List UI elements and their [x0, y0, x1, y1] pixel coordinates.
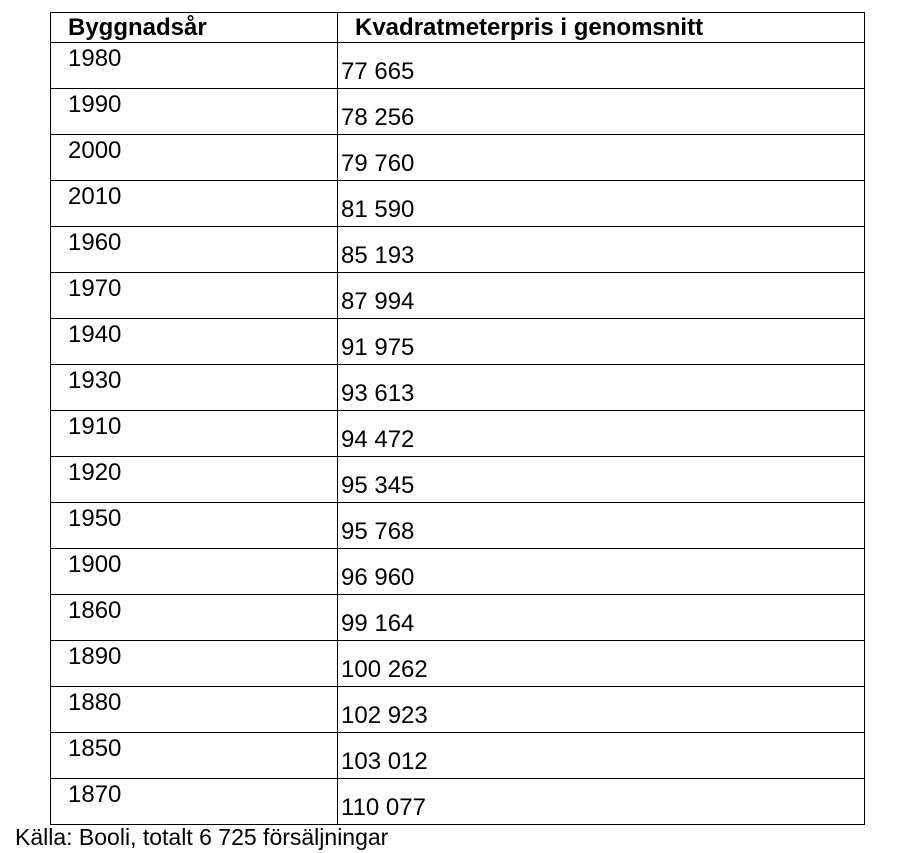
avg-price-per-sqm: 79 760	[341, 150, 415, 177]
table-body	[51, 43, 865, 825]
price-cell	[338, 135, 865, 181]
building-year: 1970	[68, 275, 122, 302]
table-row	[51, 319, 865, 365]
price-cell	[338, 687, 865, 733]
avg-price-per-sqm: 100 262	[341, 656, 428, 683]
table-row	[51, 43, 865, 89]
building-year: 2010	[68, 183, 122, 210]
building-year: 1880	[68, 689, 122, 716]
avg-price-per-sqm: 94 472	[341, 426, 415, 453]
year-cell	[51, 135, 338, 181]
building-year: 1850	[68, 735, 122, 762]
table-row	[51, 227, 865, 273]
table-row	[51, 687, 865, 733]
price-table	[50, 12, 865, 825]
table-row	[51, 503, 865, 549]
avg-price-per-sqm: 103 012	[341, 748, 428, 775]
header-avg-price-per-sqm: Kvadratmeterpris i genomsnitt	[338, 13, 865, 43]
table-row	[51, 641, 865, 687]
avg-price-per-sqm: 91 975	[341, 334, 415, 361]
price-cell	[338, 365, 865, 411]
year-cell	[51, 779, 338, 825]
building-year: 1920	[68, 459, 122, 486]
price-cell	[338, 641, 865, 687]
price-cell	[338, 43, 865, 89]
table-row	[51, 779, 865, 825]
year-cell	[51, 641, 338, 687]
price-cell	[338, 779, 865, 825]
year-cell	[51, 89, 338, 135]
building-year: 1890	[68, 643, 122, 670]
price-cell	[338, 89, 865, 135]
table-row	[51, 273, 865, 319]
building-year: 1900	[68, 551, 122, 578]
price-cell	[338, 227, 865, 273]
building-year: 1860	[68, 597, 122, 624]
table-row	[51, 457, 865, 503]
building-year: 1950	[68, 505, 122, 532]
building-year: 1990	[68, 91, 122, 118]
avg-price-per-sqm: 85 193	[341, 242, 415, 269]
table-row	[51, 733, 865, 779]
building-year: 1940	[68, 321, 122, 348]
year-cell	[51, 411, 338, 457]
building-year: 1910	[68, 413, 122, 440]
table-row	[51, 549, 865, 595]
building-year: 1980	[68, 45, 122, 72]
year-cell	[51, 549, 338, 595]
table-header-row	[51, 13, 865, 43]
year-cell	[51, 181, 338, 227]
year-cell	[51, 273, 338, 319]
avg-price-per-sqm: 93 613	[341, 380, 415, 407]
building-year: 1960	[68, 229, 122, 256]
building-year: 1870	[68, 781, 122, 808]
avg-price-per-sqm: 95 768	[341, 518, 415, 545]
avg-price-per-sqm: 102 923	[341, 702, 428, 729]
avg-price-per-sqm: 96 960	[341, 564, 415, 591]
avg-price-per-sqm: 77 665	[341, 58, 415, 85]
price-cell	[338, 503, 865, 549]
avg-price-per-sqm: 87 994	[341, 288, 415, 315]
building-year: 2000	[68, 137, 122, 164]
avg-price-per-sqm: 110 077	[341, 794, 426, 821]
year-cell	[51, 457, 338, 503]
price-cell	[338, 411, 865, 457]
price-cell	[338, 181, 865, 227]
price-cell	[338, 549, 865, 595]
price-cell	[338, 319, 865, 365]
table-row	[51, 595, 865, 641]
building-year: 1930	[68, 367, 122, 394]
year-cell	[51, 687, 338, 733]
year-cell	[51, 733, 338, 779]
avg-price-per-sqm: 95 345	[341, 472, 415, 499]
avg-price-per-sqm: 81 590	[341, 196, 415, 223]
table-row	[51, 135, 865, 181]
year-cell	[51, 43, 338, 89]
price-cell	[338, 457, 865, 503]
year-cell	[51, 365, 338, 411]
year-cell	[51, 595, 338, 641]
year-cell	[51, 319, 338, 365]
year-cell	[51, 227, 338, 273]
table-row	[51, 365, 865, 411]
source-note: Källa: Booli, totalt 6 725 försäljningar	[15, 824, 389, 850]
price-cell	[338, 733, 865, 779]
table-row	[51, 181, 865, 227]
year-cell	[51, 503, 338, 549]
price-cell	[338, 273, 865, 319]
table-row	[51, 411, 865, 457]
price-cell	[338, 595, 865, 641]
table-row	[51, 89, 865, 135]
avg-price-per-sqm: 78 256	[341, 104, 415, 131]
avg-price-per-sqm: 99 164	[341, 610, 415, 637]
header-building-year: Byggnadsår	[51, 13, 338, 43]
